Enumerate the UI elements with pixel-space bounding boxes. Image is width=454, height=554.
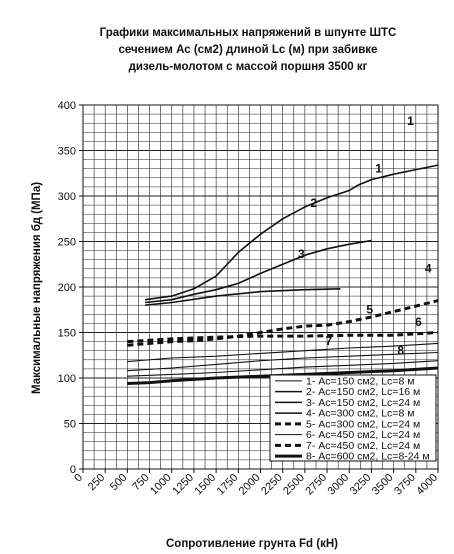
curve-number-label: 5 xyxy=(366,302,374,317)
x-tick-label: 3250 xyxy=(347,471,374,498)
x-tick-label: 2500 xyxy=(281,471,307,498)
legend-entry: 5- Ас=300 см2, Lс=24 м xyxy=(306,418,421,431)
y-tick-label: 200 xyxy=(57,282,76,294)
x-tick-label: 2250 xyxy=(259,471,285,498)
curve-number-label: 8 xyxy=(397,343,405,358)
series-line-4 xyxy=(145,289,340,305)
x-tick-label: 4000 xyxy=(414,471,441,498)
curve-number-label: 3 xyxy=(297,246,305,261)
x-tick-label: 2000 xyxy=(236,471,263,498)
x-tick-label: 3750 xyxy=(392,471,418,498)
x-tick-label: 1500 xyxy=(192,471,219,498)
x-tick-label: 250 xyxy=(85,471,108,494)
x-tick-label: 1250 xyxy=(170,471,197,498)
y-axis-label: Максимальные напряжения бд (МПа) xyxy=(31,181,43,395)
x-tick-label: 500 xyxy=(108,471,130,494)
legend-entry: 3- Ас=150 см2, Lс=24 м xyxy=(306,396,421,409)
y-tick-label: 300 xyxy=(57,191,76,203)
curve-number-label: 4 xyxy=(424,261,432,276)
chart-title-line-2: сечением Ас (см2) длиной Lс (м) при забивке xyxy=(118,44,378,56)
curve-number-label: 2 xyxy=(310,195,318,210)
x-axis-label: Сопротивление грунта Fd (кН) xyxy=(165,538,339,550)
x-tick-label: 1750 xyxy=(214,471,241,498)
y-tick-label: 250 xyxy=(57,236,76,249)
legend-entry: 7- Ас=450 см2, Lс=24 м xyxy=(306,439,421,452)
legend-entry: 1- Ас=150 см2, Lс=8 м xyxy=(306,375,415,388)
x-tick-label: 2750 xyxy=(303,471,330,498)
legend xyxy=(270,375,436,463)
x-tick-label: 3000 xyxy=(325,471,352,498)
x-tick-label: 0 xyxy=(72,471,86,485)
y-tick-label: 350 xyxy=(57,145,76,158)
x-tick-label: 1000 xyxy=(148,471,174,498)
legend-entry: 2- Ас=150 см2, Lс=16 м xyxy=(306,386,421,399)
chart-title-line-1: Графики максимальных напряжений в шпунте ШТС xyxy=(99,27,397,39)
x-tick-label: 750 xyxy=(130,471,152,494)
y-tick-label: 400 xyxy=(57,100,76,112)
curve-number-label: 7 xyxy=(325,334,333,349)
curve-number-label: 1 xyxy=(407,114,414,129)
y-tick-label: 50 xyxy=(63,418,76,431)
legend-entry: 8- Ас=600 см2, Lс=8-24 м xyxy=(306,450,430,463)
x-tick-label: 3500 xyxy=(369,471,396,498)
curve-number-label: 1 xyxy=(375,161,382,176)
legend-entry: 4- Ас=300 см2, Lс=8 м xyxy=(306,407,415,420)
curve-number-label: 6 xyxy=(415,315,422,330)
chart-title-line-3: дизель-молотом с массой поршня 3500 кг xyxy=(128,61,368,73)
legend-entry: 6- Ас=450 см2, Lс=24 м xyxy=(306,429,421,442)
y-tick-label: 100 xyxy=(57,373,76,385)
y-tick-label: 150 xyxy=(57,327,76,340)
y-tick-label: 0 xyxy=(69,464,76,476)
